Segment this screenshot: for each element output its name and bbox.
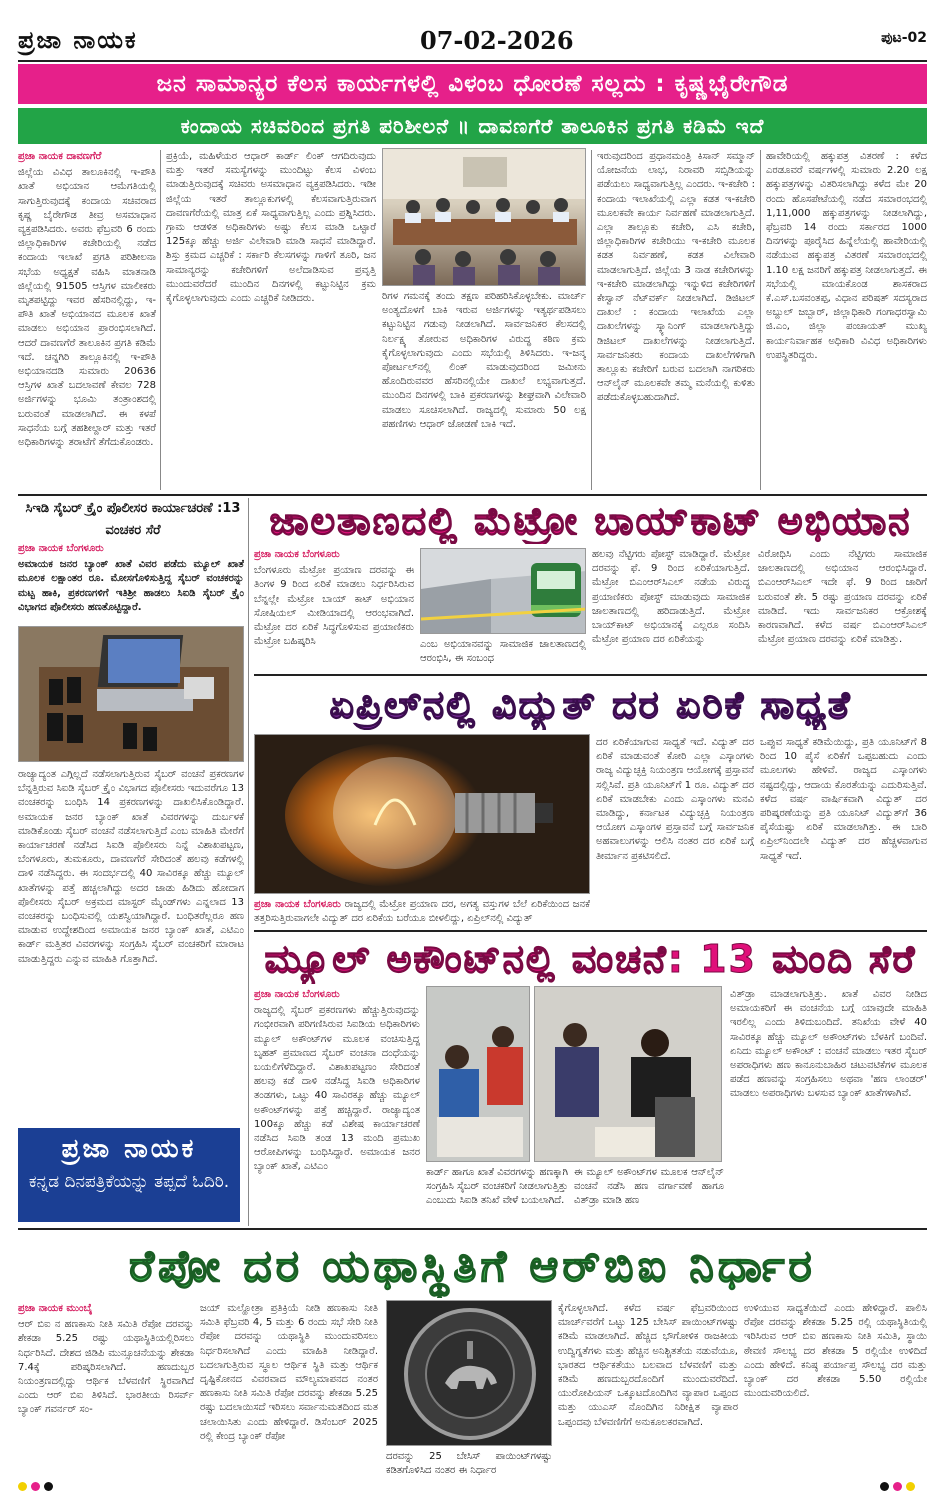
masthead-brand: ಪ್ರಜಾ ನಾಯಕ [18,26,138,54]
power-column-2 [760,736,927,926]
repo-headline: ರೆಪೋ ದರ ಯಥಾಸ್ಥಿತಿಗೆ ಆರ್‌ಬಿಐ ನಿರ್ಧಾರ [129,1240,816,1292]
masthead-date: 07-02-2026 [420,26,574,55]
masthead-rule [18,60,927,62]
column-divider [160,150,161,490]
repo-column-2 [200,1302,378,1478]
metro-column-3 [758,548,927,668]
repo-column-4 [744,1302,927,1478]
story1-text-3: ರಿಗಳ ಗಮನಕ್ಕೆ ತಂದು ತಕ್ಷಣ ಪರಿಹರಿಸಿಕೊಳ್ಳಬೇಕು. ಮಾರ್ಚ್ ಅಂತ್ಯದೊಳಗೆ ಬಾಕಿ ಇರುವ ಅರ್ಜಿಗಳನ್ನು ಇತ್ಯರ್ಥಪಡಿಸಲು ಕಟ್ಟುನಿಟ್ಟಿನ ಗಡುವು ನೀಡಲಾಗಿದೆ. ಸಾರ್ವಜನಿಕರ ಕೆಲಸದಲ್ಲಿ ನಿರ್ಲಕ್ಷ್ಯ ತೋರುವ ಅಧಿಕಾರಿಗಳ ವಿರುದ್ಧ ಕಠಿಣ ಕ್ರಮ ಕೈಗೊಳ್ಳಲಾಗುವುದು ಎಂದು ಸಭೆಯಲ್ಲಿ ತಿಳಿಸಿದರು. ಇ-ಜನ್ಮ ಪೋರ್ಟಲ್‌ನಲ್ಲಿ ಲಿಂಕ್ ಮಾಡುವುದರಿಂದ ಜಮೀನು ಹೊಂದಿರುವವರ ಹೆಸರಿನಲ್ಲಿಯೇ ದಾಖಲೆ ಲಭ್ಯವಾಗುತ್ತದೆ. ಮುಂದಿನ ದಿನಗಳಲ್ಲಿ ಬಾಕಿ ಪ್ರಕರಣಗಳನ್ನು ಶೀಘ್ರವಾಗಿ ವಿಲೇವಾರಿ ಮಾಡಲು ಸೂಚಿಸಲಾಗಿದೆ. ರಾಜ್ಯದಲ್ಲಿ ಸುಮಾರು 50 ಲಕ್ಷ ಪಹಣಿಗಳು ಆಧಾರ್ ಜೋಡಣೆ ಬಾಕಿ ಇದೆ. [382,291,586,430]
yellow-dot-icon [906,1482,915,1491]
mule-headline: ಮ್ಯೂಲ್ ಅಕೌಂಟ್‌ನಲ್ಲಿ ವಂಚನೆ: 13 ಮಂದಿ ಸೆರೆ [264,936,917,981]
story1-byline: ಪ್ರಜಾ ನಾಯಕ ದಾವಣಗೆರೆ [18,151,102,162]
lead-subheadline: ಕಂದಾಯ ಸಚಿವರಿಂದ ಪ್ರಗತಿ ಪರಿಶೀಲನೆ ॥ ದಾವಣಗೆರೆ ತಾಲೂಕಿನ ಪ್ರಗತಿ ಕಡಿಮೆ ಇದೆ [18,108,927,144]
metro-column-1 [254,548,414,668]
metro-column-2 [592,548,750,668]
metro-text-2: ಹಲವು ನೆಟ್ಟಿಗರು ಪೋಸ್ಟ್ ಮಾಡಿದ್ದಾರೆ. ಮೆಟ್ರೋ ದರವನ್ನು ಫೆ. 9 ರಿಂದ ಏರಿಕೆಯಾಗುತ್ತಿದೆ. ಮೆಟ್ರೋ ಬಿಎಂಆರ್‌ಸಿಎಲ್ ನಡೆಯ ವಿರುದ್ಧ ಪ್ರಯಾಣಿಕರು ಪೋಸ್ಟ್ ಮಾಡುವುದು ಸಾಮಾಜಿಕ ಜಾಲತಾಣದಲ್ಲಿ ಹರಿದಾಡುತ್ತಿದೆ. ಮೆಟ್ರೋ ಬಾಯ್‌ಕಾಟ್ ಅಭಿಯಾನಕ್ಕೆ ಎಲ್ಲರೂ ಸಂದಿಸಿ ಮೆಟ್ರೋ ಪ್ರಯಾಣ ದರ ಏರಿಕೆಯನ್ನು [592,549,750,646]
sidebar-byline: ಪ್ರಜಾ ನಾಯಕ ಬೆಂಗಳೂರು [18,543,104,554]
column-divider [760,150,761,490]
repo-caption: ದರವನ್ನು 25 ಬೇಸಿಸ್ ಪಾಯಿಂಟ್‌ಗಳಷ್ಟು ಕಡಿತಗೊಳಿಸಿದ ನಂತರ ಈ ನಿರ್ಧಾರ [386,1451,552,1476]
section-rule [254,674,927,676]
police-arrest-icon [427,987,530,1162]
metro-byline: ಪ್ರಜಾ ನಾಯಕ ಬೆಂಗಳೂರು [254,549,340,560]
power-byline: ಪ್ರಜಾ ನಾಯಕ ಬೆಂಗಳೂರು [254,899,341,910]
metro-text-1: ಬೆಂಗಳೂರು ಮೆಟ್ರೋ ಪ್ರಯಾಣ ದರವನ್ನು ಈ ತಿಂಗಳ 9 ರಿಂದ ಏರಿಕೆ ಮಾಡಲು ನಿರ್ಧರಿಸಿರುವ ಬೆನ್ನಲ್ಲೇ ಮೆಟ್ರೋ ಬಾಯ್ ಕಾಟ್ ಅಭಿಯಾನ ಸೋಷಿಯಲ್ ಮೀಡಿಯಾದಲ್ಲಿ ಆರಂಭವಾಗಿದೆ. ಮೆಟ್ರೋ ದರ ಏರಿಕೆ ಸಿದ್ಧಗೊಳಿಸುವ ಪ್ರಯಾಣಿಕರು ಮೆಟ್ರೋ ಬಹಿಷ್ಕರಿಸಿ [254,565,414,648]
story1-text-4: ಇರುವುದರಿಂದ ಪ್ರಧಾನಮಂತ್ರಿ ಕಿಸಾನ್ ಸಮ್ಮಾನ್ ಯೋಜನೆಯ ಲಾಭ, ನಿರಾವರಿ ಸಬ್ಸಿಡಿಯನ್ನು ಪಡೆಯಲು ಸಾಧ್ಯವಾಗುತ್ತಿಲ್ಲ ಎಂದರು. ಇ-ಕಚೇರಿ : ಕಂದಾಯ ಇಲಾಖೆಯಲ್ಲಿ ಎಲ್ಲಾ ಕಡತ ಇ-ಕಚೇರಿ ಮೂಲಕವೇ ಕಾರ್ಯ ನಿರ್ವಹಣೆ ಮಾಡಲಾಗುತ್ತಿದೆ. ಎಲ್ಲಾ ತಾಲ್ಲೂಕು ಕಚೇರಿ, ಎಸಿ ಕಚೇರಿ, ಜಿಲ್ಲಾಧಿಕಾರಿಗಳ ಕಚೇರಿಯು ಇ-ಕಚೇರಿ ಮೂಲಕ ಕಡತ ನಿರ್ವಹಣೆ, ಕಡತ ವಿಲೇವಾರಿ ಮಾಡಲಾಗುತ್ತಿದೆ. ಜಿಲ್ಲೆಯ 3 ನಾಡ ಕಚೇರಿಗಳನ್ನು ಇ-ಕಚೇರಿ ಮಾಡಲಾಗಿದ್ದು ಇನ್ನುಳಿದ ಕಚೇರಿಗಳಿಗೆ ಕೇಸ್ವಾನ್ ನೆಟ್‌ವರ್ಕ್ ನೀಡಲಾಗಿದೆ. ಡಿಜಿಟಲ್ ದಾಖಲೆ : ಕಂದಾಯ ಇಲಾಖೆಯ ಎಲ್ಲಾ ದಾಖಲೆಗಳನ್ನು ಸ್ಕ್ಯಾನಿಂಗ್ ಮಾಡಲಾಗುತ್ತಿದ್ದು ಡಿಜಿಟಲ್ ದಾಖಲೆಗಳನ್ನು ನೀಡಲಾಗುತ್ತಿದೆ. ಸಾರ್ವಜನಿಕರು ಕಂದಾಯ ದಾಖಲೆಗಳಿಗಾಗಿ ತಾಲ್ಲೂಕು ಕಚೇರಿಗೆ ಬರುವ ಬದಲಾಗಿ ನಾಗರಿಕರು ಆನ್‌ಲೈನ್ ಮೂಲಕವೇ ತಮ್ಮ ಮನೆಯಲ್ಲಿ ಕುಳಿತು ಪಡೆದುಕೊಳ್ಳಬಹುದಾಗಿದೆ. [597,151,755,404]
mule-text-2: ವಿತ್‌ಡ್ರಾ ಮಾಡಲಾಗುತ್ತಿತ್ತು. ಖಾತೆ ವಿವರ ನೀಡಿದ ಅಮಾಯಕರಿಗೆ ಈ ವಂಚನೆಯ ಬಗ್ಗೆ ಯಾವುದೇ ಮಾಹಿತಿ ಇರಲಿಲ್ಲ ಎಂದು ತಿಳಿದುಬಂದಿದೆ. ತನಿಖೆಯ ವೇಳೆ 40 ಸಾವಿರಕ್ಕೂ ಹೆಚ್ಚು ಮ್ಯೂಲ್ ಅಕೌಂಟ್‌ಗಳು ಬೆಳಕಿಗೆ ಬಂದಿವೆ. ಏನಿದು ಮ್ಯೂಲ್ ಅಕೌಂಟ್ : ವಂಚನೆ ಮಾಡಲು ಇತರ ಸೈಬರ್ ಅಪರಾಧಿಗಳು ಹಣ ಕಾನೂನುಬಾಹಿರ ಚಟುವಟಿಕೆಗಳ ಮೂಲಕ ಪಡೆದ ಹಣವನ್ನು ಸಂಗ್ರಹಿಸಲು ಅಥವಾ 'ಹಣ ಲಾಂಡರ್' ಮಾಡಲು ಅಪರಾಧಿಗಳು ಬಳಸುವ ಬ್ಯಾಂಕ್ ಖಾತೆಗಳಾಗಿವೆ. [730,989,927,1100]
power-caption: ರಾಜ್ಯದಲ್ಲಿ ಮೆಟ್ರೋ ಪ್ರಯಾಣ ದರ, ಅಗತ್ಯ ವಸ್ತುಗಳ ಬೆಲೆ ಏರಿಕೆಯಿಂದ ಜನಕೆ ತತ್ತರಿಸುತ್ತಿರುವಾಗಲೇ ವಿದ್ಯುತ್ ದರ ಏರಿಕೆಯ ಬರೆಯೂ ಬೀಳಲಿದ್ದು, ಏಪ್ರಿಲ್‌ನಲ್ಲಿ ವಿದ್ಯುತ್ [254,899,590,925]
promo-box [18,1128,240,1222]
power-headline: ಏಪ್ರಿಲ್‌ನಲ್ಲಿ ವಿದ್ಯುತ್ ದರ ಏರಿಕೆ ಸಾಧ್ಯತೆ [329,682,852,727]
story1-column-1 [18,150,156,490]
arrest-photo-2 [534,986,722,1162]
story1-text-1: ಜಿಲ್ಲೆಯ ವಿವಿಧ ತಾಲೂಕಿನಲ್ಲಿ ಇ-ಪೌತಿ ಖಾತೆ ಅಭಿಯಾನ ಆಮೆಗತಿಯಲ್ಲಿ ಸಾಗುತ್ತಿರುವುದಕ್ಕೆ ಕಂದಾಯ ಸಚಿವರಾದ ಕೃಷ್ಣ ಬೈರೇಗೌಡ ತೀವ್ರ ಅಸಮಾಧಾನ ವ್ಯಕ್ತಪಡಿಸಿದರು. ಅವರು ಫೆಬ್ರವರಿ 6 ರಂದು ಜಿಲ್ಲಾಧಿಕಾರಿಗಳ ಕಚೇರಿಯಲ್ಲಿ ನಡೆದ ಕಂದಾಯ ಇಲಾಖೆ ಪ್ರಗತಿ ಪರಿಶೀಲನಾ ಸಭೆಯ ಅಧ್ಯಕ್ಷತೆ ವಹಿಸಿ ಮಾತನಾಡಿ ಜಿಲ್ಲೆಯಲ್ಲಿ 91505 ಆಸ್ತಿಗಳ ಮಾಲೀಕರು ಮೃತಪಟ್ಟಿದ್ದು ಇವರ ಹೆಸರಿನಲ್ಲಿದ್ದು, ಇ-ಪೌತಿ ಖಾತೆ ಅಭಿಯಾನದ ಮೂಲಕ ಖಾತೆ ಮಾಡಲು ಅಭಿಯಾನ ಪ್ರಾರಂಭಿಸಲಾಗಿದೆ. ಆದರೆ ದಾವಣಗೆರೆ ತಾಲೂಕಿನ ಪ್ರಗತಿ ಕಡಿಮೆ ಇದೆ. ಚನ್ನಗಿರಿ ತಾಲ್ಲೂಕಿನಲ್ಲಿ ಇ-ಪೌತಿ ಅಭಿಯಾನದಡಿ ಸುಮಾರು 20636 ಆಸ್ತಿಗಳ ಖಾತೆ ಬದಲಾವಣೆ ಕೇವಲ 728 ಅರ್ಜಿಗಳನ್ನು ಭೂಮಿ ತಂತ್ರಾಂಶದಲ್ಲಿ ಬರುವಂತೆ ಮಾಡಲಾಗಿದೆ. ಈ ಕಳಪೆ ಸಾಧನೆಯ ಬಗ್ಗೆ ತಹಶೀಲ್ದಾರ್ ಮತ್ತು ಇತರೆ ಅಧಿಕಾರಿಗಳನ್ನು ತರಾಟೆಗೆ ತೆಗೆದುಕೊಂಡರು. [18,167,156,449]
rbi-seal-icon [387,1301,552,1446]
mule-caption-2: ಈ ಮ್ಯೂಲ್ ಅಕೌಂಟ್‌ಗಳ ಮೂಲಕ ಆನ್‌ಲೈನ್ ವಂಚನೆ ನಡೆಸಿ ಹಣ ವರ್ಗಾವಣೆ ಹಾಗೂ ವಿತ್‌ಡ್ರಾ ಮಾಡಿ ಹಣ [574,1167,724,1206]
metro-train-icon [421,549,586,634]
section-rule [18,1228,927,1230]
story1-text-2: ಪ್ರಕ್ರಿಯೆ, ಮಹಿಳೆಯರ ಆಧಾರ್ ಕಾರ್ಡ್ ಲಿಂಕ್ ಆಗದಿರುವುದು ಮತ್ತು ಇತರೆ ಸಮಸ್ಯೆಗಳನ್ನು ಮುಂದಿಟ್ಟು ಕೆಲಸ ವಿಳಂಬ ಮಾಡುತ್ತಿರುವುದಕ್ಕೆ ಸಚಿವರು ಅಸಮಾಧಾನ ವ್ಯಕ್ತಪಡಿಸಿದರು. ಇಡೀ ಜಿಲ್ಲೆಯ ಇತರೆ ತಾಲ್ಲೂಕುಗಳಲ್ಲಿ ಕೆಲಸವಾಗುತ್ತಿರುವಾಗ ದಾವಣಗೆರೆಯಲ್ಲಿ ಮಾತ್ರ ಏಕೆ ಸಾಧ್ಯವಾಗುತ್ತಿಲ್ಲ ಎಂದು ಪ್ರಶ್ನಿಸಿದರು. ಗ್ರಾಮ ಆಡಳಿತ ಅಧಿಕಾರಿಗಳು ಅಷ್ಟು ಕೆಲಸ ಮಾಡಿ ಒಟ್ಟಾರೆ 125ಕ್ಕೂ ಹೆಚ್ಚು ಅರ್ಜಿ ವಿಲೇವಾರಿ ಮಾಡಿ ಸಾಧನೆ ಮಾಡಿದ್ದಾರೆ. ಶಿಸ್ತು ಕ್ರಮದ ಎಚ್ಚರಿಕೆ : ಸರ್ಕಾರಿ ಕೆಲಸಗಳನ್ನು ಗಾಳಿಗೆ ತೂರಿ, ಜನ ಸಾಮಾನ್ಯರನ್ನು ಕಚೇರಿಗಳಿಗೆ ಅಲೆದಾಡಿಸುವ ಪ್ರವೃತ್ತಿ ಮುಂದುವರೆದರೆ ಮುಂದಿನ ದಿನಗಳಲ್ಲಿ ಕಟ್ಟುನಿಟ್ಟಿನ ಕ್ರಮ ಕೈಗೊಳ್ಳಲಾಗುವುದು ಎಂದು ಎಚ್ಚರಿಕೆ ನೀಡಿದರು. [166,151,376,305]
metro-caption: ಎಂಬ ಅಭಿಯಾನವನ್ನು ಸಾಮಾಜಿಕ ಜಾಲತಾಣದಲ್ಲಿ ಆರಂಭಿಸಿ, ಈ ಸಂಬಂಧ [420,639,586,664]
power-text-2: ಒಪ್ಪುವ ಸಾಧ್ಯತೆ ಕಡಿಮೆಯಿದ್ದು, ಪ್ರತಿ ಯೂನಿಟ್‌ಗೆ 8 ರಿಂದ 10 ಪೈಸೆ ಏರಿಕೆಗೆ ಒಪ್ಪಬಹುದು ಎಂದು ಮೂಲಗಳು ಹೇಳಿವೆ. ರಾಜ್ಯದ ಎಸ್ಕಾಂಗಳು ನಷ್ಟದಲ್ಲಿದ್ದು, ಆದಾಯ ಕೊರತೆಯನ್ನು ಎದುರಿಸುತ್ತಿವೆ. ಕಳೆದ ವರ್ಷ ವಾರ್ಷಿಕವಾಗಿ ವಿದ್ಯುತ್ ದರ ಪರಿಷ್ಕರಣೆಯನ್ನು ಪ್ರತಿ ಯೂನಿಟ್ ವಿದ್ಯುತ್‌ಗೆ 36 ಪೈಸೆಯಷ್ಟು ಏರಿಕೆ ಮಾಡಲಾಗಿತ್ತು. ಈ ಬಾರಿ ಏಪ್ರಿಲ್‌ನಿಂದಲೇ ವಿದ್ಯುತ್ ದರ ಹೆಚ್ಚಳವಾಗುವ ಸಾಧ್ಯತೆ ಇದೆ. [760,737,927,862]
repo-column-3 [558,1302,738,1478]
section-rule [18,494,927,496]
promo-text: ಕನ್ನಡ ದಿನಪತ್ರಿಕೆಯನ್ನು ತಪ್ಪದೆ ಓದಿರಿ. [28,1172,230,1192]
meeting-photo [382,148,586,286]
section-rule [254,930,927,932]
masthead [10,22,935,62]
crowd-meeting-icon [383,149,586,286]
arrest-photo-1 [426,986,530,1162]
mule-column-2 [730,988,927,1224]
sidebar-body [18,768,244,1120]
mule-text-1: ರಾಜ್ಯದಲ್ಲಿ ಸೈಬರ್ ಪ್ರಕರಣಗಳು ಹೆಚ್ಚುತ್ತಿರುವುದನ್ನು ಗಂಭೀರವಾಗಿ ಪರಿಗಣಿಸಿರುವ ಸಿಐಡಿಯ ಅಧಿಕಾರಿಗಳು ಮ್ಯೂಲ್ ಅಕೌಂಟ್‌ಗಳ ಮೂಲಕ ವಂಚಿಸುತ್ತಿದ್ದ ಬೃಹತ್ ಪ್ರಮಾಣದ ಸೈಬರ್ ವಂಚನಾ ದಂಧೆಯನ್ನು ಬಯಲಿಗೆಳೆದಿದ್ದಾರೆ. ವಿಶಾಖಪಟ್ಟಣಂ ಸೇರಿದಂತೆ ಹಲವು ಕಡೆ ದಾಳಿ ನಡೆಸಿದ್ದ ಸಿಐಡಿ ಅಧಿಕಾರಿಗಳ ತಂಡಗಳು, ಒಟ್ಟು 40 ಸಾವಿರಕ್ಕೂ ಹೆಚ್ಚು ಮ್ಯೂಲ್ ಅಕೌಂಟ್‌ಗಳನ್ನು ಪತ್ತೆ ಹಚ್ಚಿದ್ದಾರೆ. ರಾಜ್ಯಾದ್ಯಂತ 100ಕ್ಕೂ ಹೆಚ್ಚು ಕಡೆ ವಿಶೇಷ ಕಾರ್ಯಾಚರಣೆ ನಡೆಸಿದ ಸಿಐಡಿ ತಂಡ 13 ಮಂದಿ ಪ್ರಮುಖ ಆರೋಪಿಗಳನ್ನು ಬಂಧಿಸಿದ್ದಾರೆ. ಅಮಾಯಕ ಜನರ ಬ್ಯಾಂಕ್ ಖಾತೆ, ಎಟಿಎಂ [254,1005,420,1173]
laptop-photo [18,626,244,762]
repo-text-1: ಆರ್ ಬಿಐ ನ ಹಣಕಾಸು ನೀತಿ ಸಮಿತಿ ರೆಪೋ ದರವನ್ನು ಶೇಕಡಾ 5.25 ರಷ್ಟು ಯಥಾಸ್ಥಿತಿಯಲ್ಲಿರಿಸಲು ನಿರ್ಧರಿಸಿದೆ. ದೇಶದ ಜಿಡಿಪಿ ಮುನ್ಸೂಚನೆಯನ್ನು ಶೇಕಡಾ 7.4ಕ್ಕೆ ಪರಿಷ್ಕರಿಸಲಾಗಿದೆ. ಹಣದುಬ್ಬರ ನಿಯಂತ್ರಣದಲ್ಲಿದ್ದು ಆರ್ಥಿಕ ಬೆಳವಣಿಗೆ ಸ್ಥಿರವಾಗಿದೆ ಎಂದು ಆರ್ ಬಿಐ ತಿಳಿಸಿದೆ. ಭಾರತೀಯ ರಿಸರ್ವ್ ಬ್ಯಾಂಕ್ ಗವರ್ನರ್ ಸಂ- [18,1319,194,1416]
rbi-photo [386,1300,552,1446]
sidebar-lead [18,542,244,622]
power-text-1: ದರ ಏರಿಕೆಯಾಗುವ ಸಾಧ್ಯತೆ ಇದೆ. ವಿದ್ಯುತ್ ದರ ಏರಿಕೆ ಮಾಡುವಂತೆ ಕೋರಿ ಎಲ್ಲಾ ಎಸ್ಕಾಂಗಳು ರಾಜ್ಯ ವಿದ್ಯುಚ್ಛಕ್ತಿ ನಿಯಂತ್ರಣ ಆಯೋಗಕ್ಕೆ ಪ್ರಸ್ತಾವನೆ ಸಲ್ಲಿಸಿವೆ. ಪ್ರತಿ ಯೂನಿಟ್‌ಗೆ 1 ರೂ. ವಿದ್ಯುತ್ ದರ ಏರಿಕೆ ಮಾಡಬೇಕು ಎಂದು ಎಸ್ಕಾಂಗಳು ಮನವಿ ಮಾಡಿದ್ದು, ಕರ್ನಾಟಕ ವಿದ್ಯುಚ್ಛಕ್ತಿ ನಿಯಂತ್ರಣ ಆಯೋಗ ಎಸ್ಕಾಂಗಳ ಪ್ರಸ್ತಾವನೆ ಬಗ್ಗೆ ಸಾರ್ವಜನಿಕ ಅಹವಾಲುಗಳನ್ನು ಆಲಿಸಿ ನಂತರ ದರ ಏರಿಕೆ ಬಗ್ಗೆ ತೀರ್ಮಾನ ಪ್ರಕಟಿಸಲಿದೆ. [596,737,754,862]
magenta-dot-icon [31,1482,40,1491]
bulb-photo [254,734,590,894]
power-column-lead [254,898,590,926]
registration-marks-right [880,1482,915,1491]
sidebar-body-text: ರಾಜ್ಯಾದ್ಯಂತ ಎಗ್ಗಿಲ್ಲದೆ ನಡೆಸಲಾಗುತ್ತಿರುವ ಸೈಬರ್ ವಂಚನೆ ಪ್ರಕರಣಗಳ ಬೆನ್ನತ್ತಿರುವ ಸಿಐಡಿ ಸೈಬರ್ ಕ್ರೈಂ ವಿಭಾಗದ ಪೊಲೀಸರು ಇದುವರೆಗೂ 13 ವಂಚಕರನ್ನು ಬಂಧಿಸಿ 14 ಪ್ರಕರಣಗಳನ್ನು ದಾಖಲಿಸಿಕೊಂಡಿದ್ದಾರೆ. ಅಮಾಯಕ ಜನರ ಬ್ಯಾಂಕ್ ಖಾತೆ ವಿವರಗಳನ್ನು ದುರ್ಬಳಕೆ ಮಾಡಿಕೊಂಡು ಸೈಬರ್ ವಂಚನೆ ನಡೆಸಲಾಗುತ್ತಿದೆ ಎಂಬ ಮಾಹಿತಿ ಮೇರೆಗೆ ಕಾರ್ಯಾಚರಣೆ ನಡೆಸಿದ ಸಿಐಡಿ ಪೊಲೀಸರು ನಿನ್ನೆ ವಿಶಾಖಪಟ್ಟಣ, ಬೆಂಗಳೂರು, ತುಮಕೂರು, ದಾವಣಗೆರೆ ಸೇರಿದಂತೆ ಹಲವು ಕಡೆಗಳಲ್ಲಿ ದಾಳಿ ನಡೆಸಿದ್ದರು. ಈ ಸಂದರ್ಭದಲ್ಲಿ 40 ಸಾವಿರಕ್ಕೂ ಹೆಚ್ಚು ಮ್ಯೂಲ್ ಖಾತೆಗಳನ್ನು ಪತ್ತೆ ಹಚ್ಚಲಾಗಿದ್ದು ಅದರ ಜಾಡು ಹಿಡಿದು ಹೋದಾಗ ಪೊಲೀಸರು ಸೈಬರ್ ಅಕ್ರಮದ ಮಾಸ್ಟರ್ ಮೈಂಡ್‌ಗಳು ಎನ್ನಲಾದ 13 ವಂಚಕರನ್ನು ಬಂಧಿಸುವಲ್ಲಿ ಯಶಸ್ವಿಯಾಗಿದ್ದಾರೆ. ಬಂಧಿತರೆಲ್ಲರೂ ಹಣ ಮಾಡುವ ಉದ್ದೇಶದಿಂದ ಅಮಾಯಕ ಜನರ ಬ್ಯಾಂಕ್ ಖಾತೆ, ಎಟಿಎಂ ಕಾರ್ಡ್ ಮತ್ತಿತರ ವಿವರಗಳನ್ನು ಸಂಗ್ರಹಿಸಿ ಸೈಬರ್ ವಂಚಕರಿಗೆ ಮಾರಾಟ ಮಾಡುತ್ತಿದ್ದರು ಎನ್ನುವ ಮಾಹಿತಿ ಗೊತ್ತಾಗಿದೆ. [18,769,244,965]
promo-title: ಪ್ರಜಾ ನಾಯಕ [61,1134,197,1164]
story1-column-2 [166,150,376,490]
repo-text-3: ಕೈಗೊಳ್ಳಲಾಗಿದೆ. ಕಳೆದ ವರ್ಷ ಫೆಬ್ರವರಿಯಿಂದ ಮಾರ್ಚ್‌ವರೆಗೆ ಒಟ್ಟು 125 ಬೇಸಿಸ್ ಪಾಯಿಂಟ್‌ಗಳಷ್ಟು ಕಡಿಮೆ ಮಾಡಲಾಗಿದೆ. ಹೆಚ್ಚಿದ ಭೌಗೋಳಿಕ ರಾಜಕೀಯ ಉದ್ವಿಗ್ನತೆಗಳು ಮತ್ತು ಹೆಚ್ಚಿನ ಅನಿಶ್ಚಿತತೆಯ ನಡುವೆಯೂ, ಭಾರತದ ಆರ್ಥಿಕತೆಯು ಬಲವಾದ ಬೆಳವಣಿಗೆ ಮತ್ತು ಕಡಿಮೆ ಹಣದುಬ್ಬರದೊಂದಿಗೆ ಮುಂದುವರೆದಿದೆ. ಯುರೋಪಿಯನ್ ಒಕ್ಕೂಟದೊಂದಿಗಿನ ವ್ಯಾಪಾರ ಒಪ್ಪಂದ ಮತ್ತು ಯುಎಸ್ ನೊಂದಿಗಿನ ನಿರೀಕ್ಷಿತ ವ್ಯಾಪಾರ ಒಪ್ಪಂದವು ಬೆಳವಣಿಗೆಗೆ ಅನುಕೂಲಕರವಾಗಿದೆ. [558,1303,738,1428]
mule-column-1 [254,988,420,1224]
police-arrest-icon [535,987,722,1162]
page-number: ಪುಟ-02 [881,30,927,46]
repo-byline: ಪ್ರಜಾ ನಾಯಕ ಮುಂಬೈ [18,1303,93,1314]
metro-photo [420,548,586,634]
metro-headline: ಜಾಲತಾಣದಲ್ಲಿ ಮೆಟ್ರೋ ಬಾಯ್‌ಕಾಟ್ ಅಭಿಯಾನ [269,498,912,543]
registration-marks-left [18,1482,53,1491]
repo-text-2: ಜಯ್ ಮಲ್ಹೋತ್ರಾ ಪ್ರತಿಕ್ರಿಯೆ ನೀಡಿ ಹಣಕಾಸು ನೀತಿ ಸಮಿತಿ ಫೆಬ್ರವರಿ 4, 5 ಮತ್ತು 6 ರಂದು ಸಭೆ ಸೇರಿ ನೀತಿ ರೆಪೋ ದರವನ್ನು ಯಥಾಸ್ಥಿತಿ ಮುಂದುವರಿಸಲು ನಿರ್ಧರಿಸಲಾಗಿದೆ ಎಂದು ಮಾಹಿತಿ ನೀಡಿದ್ದಾರೆ. ಬದಲಾಗುತ್ತಿರುವ ಸ್ಥೂಲ ಆರ್ಥಿಕ ಸ್ಥಿತಿ ಮತ್ತು ಆರ್ಥಿಕ ದೃಷ್ಟಿಕೋನದ ವಿವರವಾದ ಮೌಲ್ಯಮಾಪನದ ನಂತರ ಹಣಕಾಸು ನೀತಿ ಸಮಿತಿ ರೆಪೋ ದರವನ್ನು ಶೇಕಡಾ 5.25 ರಷ್ಟು ಬದಲಾಯಿಸದೆ ಇರಿಸಲು ಸರ್ವಾನುಮತದಿಂದ ಮತ ಚಲಾಯಿಸಿತು ಎಂದು ಹೇಳಿದ್ದಾರೆ. ಡಿಸೆಂಬರ್ 2025 ರಲ್ಲಿ ಕೇಂದ್ರ ಬ್ಯಾಂಕ್ ರೆಪೋ [200,1303,378,1442]
laptop-icon [19,627,244,762]
magenta-dot-icon [893,1482,902,1491]
black-dot-icon [880,1482,889,1491]
story1-text-5: ಹಾವೇರಿಯಲ್ಲಿ ಹಕ್ಕುಪತ್ರ ವಿತರಣೆ : ಕಳೆದ ಎರಡೂವರೆ ವರ್ಷಗಳಲ್ಲಿ ಸುಮಾರು 2.20 ಲಕ್ಷ ಹಕ್ಕುಪತ್ರಗಳನ್ನು ವಿತರಿಸಲಾಗಿದ್ದು ಕಳೆದ ಮೇ 20 ರಂದು ಹೊಸಪೇಟೆಯಲ್ಲಿ ನಡೆದ ಸಮಾರಂಭದಲ್ಲಿ 1,11,000 ಹಕ್ಕುಪತ್ರಗಳನ್ನು ನೀಡಲಾಗಿದ್ದು, ಫೆಬ್ರವರಿ 14 ರಂದು ಸರ್ಕಾರದ 1000 ದಿನಗಳನ್ನು ಪೂರೈಸಿದ ಹಿನ್ನೆಲೆಯಲ್ಲಿ ಹಾವೇರಿಯಲ್ಲಿ ನಡೆಯುವ ಹಕ್ಕುಪತ್ರ ವಿತರಣೆ ಸಮಾರಂಭದಲ್ಲಿ 1.10 ಲಕ್ಷ ಜನರಿಗೆ ಹಕ್ಕುಪತ್ರ ನೀಡಲಾಗುತ್ತದೆ. ಈ ಸಭೆಯಲ್ಲಿ ಮಾಯಕೊಂಡ ಶಾಸಕರಾದ ಕೆ.ಎಸ್.ಬಸವಂತಪ್ಪ, ವಿಧಾನ ಪರಿಷತ್ ಸದಸ್ಯರಾದ ಅಬ್ದುಲ್ ಜಬ್ಬಾರ್, ಜಿಲ್ಲಾಧಿಕಾರಿ ಗಂಗಾಧರಸ್ವಾಮಿ ಜಿ.ಎಂ, ಜಿಲ್ಲಾ ಪಂಚಾಯತ್ ಮುಖ್ಯ ಕಾರ್ಯನಿರ್ವಾಹಕ ಅಧಿಕಾರಿ ವಿವಿಧ ಅಧಿಕಾರಿಗಳು ಉಪಸ್ಥಿತರಿದ್ದರು. [766,151,927,361]
story1-column-5 [766,150,927,490]
yellow-dot-icon [18,1482,27,1491]
mule-byline: ಪ್ರಜಾ ನಾಯಕ ಬೆಂಗಳೂರು [254,989,340,1000]
repo-column-1 [18,1302,194,1478]
sidebar-divider [248,498,249,1226]
power-column-1 [596,736,754,926]
story1-column-4 [597,150,755,490]
story1-column-3 [382,290,586,490]
mule-caption-1: ಕಾರ್ಡ್ ಹಾಗೂ ಖಾತೆ ವಿವರಗಳನ್ನು ಹಣಕ್ಕಾಗಿ ಸಂಗ್ರಹಿಸಿ ಸೈಬರ್ ವಂಚಕರಿಗೆ ನೀಡಲಾಗುತ್ತಿತ್ತು ಎಂಬುದು ಸಿಐಡಿ ತನಿಖೆ ವೇಳೆ ಬಯಲಾಗಿದೆ. [426,1167,568,1206]
lead-headline: ಜನ ಸಾಮಾನ್ಯರ ಕೆಲಸ ಕಾರ್ಯಗಳಲ್ಲಿ ವಿಳಂಬ ಧೋರಣೆ ಸಲ್ಲದು : ಕೃಷ್ಣಭೈರೇಗೌಡ [18,64,927,104]
sidebar-headline: ಸಿಇಡಿ ಸೈಬರ್ ಕ್ರೈಂ ಪೊಲೀಸರ ಕಾರ್ಯಾಚರಣೆ :13 ವಂಚಕರ ಸೆರೆ [25,501,241,538]
metro-text-3: ವಿರೋಧಿಸಿ ಎಂದು ನೆಟ್ಟಿಗರು ಸಾಮಾಜಿಕ ಜಾಲತಾಣದಲ್ಲಿ ಅಭಿಯಾನ ಆರಂಭಿಸಿದ್ದಾರೆ. ಬಿಎಂಆರ್‌ಸಿಎಲ್ ಇದೇ ಫೆ. 9 ರಿಂದ ಜಾರಿಗೆ ಬರುವಂತೆ ಶೇ. 5 ರಷ್ಟು ಪ್ರಯಾಣ ದರವನ್ನು ಏರಿಕೆ ಮಾಡಿದೆ. ಇದು ಸಾರ್ವಜನಿಕರ ಆಕ್ರೋಶಕ್ಕೆ ಕಾರಣವಾಗಿದೆ. ಕಳೆದ ವರ್ಷ ಬಿಎಂಆರ್‌ಸಿಎಲ್ ಮೆಟ್ರೋ ಪ್ರಯಾಣ ದರವನ್ನು ಏರಿಕೆ ಮಾಡಿತ್ತು. [758,549,927,646]
repo-text-4: ಉಳಿಯುವ ಸಾಧ್ಯತೆಯಿದೆ ಎಂದು ಹೇಳಿದ್ದಾರೆ. ಪಾಲಿಸಿ ರೆಪೋ ದರವನ್ನು ಶೇಕಡಾ 5.25 ರಲ್ಲಿ ಯಥಾಸ್ಥಿತಿಯಲ್ಲಿ ಇರಿಸಿರುವ ಆರ್ ಬಿಐ ಹಣಕಾಸು ನೀತಿ ಸಮಿತಿ, ಸ್ಥಾಯಿ ಠೇವಣಿ ಸೌಲಭ್ಯ ದರ ಶೇಕಡಾ 5 ರಲ್ಲಿಯೇ ಉಳಿದಿದೆ ಎಂದು ಹೇಳಿದೆ. ಕನಿಷ್ಠ ಪರ್ಯಾಪ್ತ ಸೌಲಭ್ಯ ದರ ಮತ್ತು ಬ್ಯಾಂಕ್ ದರ ಶೇಕಡಾ 5.50 ರಲ್ಲಿಯೇ ಮುಂದುವರಿಯಲಿದೆ. [744,1303,927,1400]
column-divider [591,150,592,490]
black-dot-icon [44,1482,53,1491]
bulb-icon [255,735,590,894]
sidebar-lead-text: ಅಮಾಯಕ ಜನರ ಬ್ಯಾಂಕ್ ಖಾತೆ ವಿವರ ಪಡೆದು ಮ್ಯೂಲ್ ಖಾತೆ ಮೂಲಕ ಲಕ್ಷಾಂತರ ರೂ. ಮೋಸಗೊಳಿಸುತ್ತಿದ್ದ ಸೈಬರ್ ವಂಚಕರನ್ನು ಮಟ್ಟ ಹಾಕಿ, ಪ್ರಕರಣಗಳಿಗೆ ಇತಿಶ್ರೀ ಹಾಡಲು ಸಿಐಡಿ ಸೈಬರ್ ಕ್ರೈಂ ವಿಭಾಗದ ಪೊಲೀಸರು ಹಣತೊಟ್ಟಿದ್ದಾರೆ. [18,559,244,613]
